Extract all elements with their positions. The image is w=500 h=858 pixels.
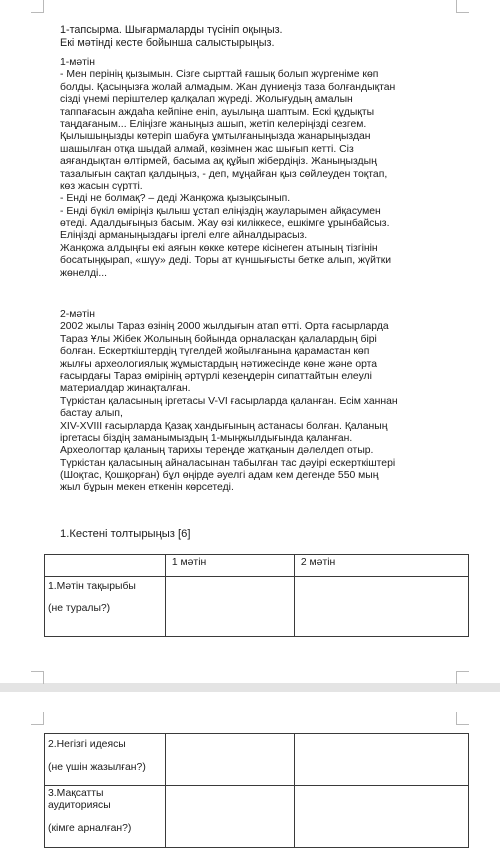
text-2-heading: 2-мәтін (60, 309, 95, 320)
page-corner-mark (31, 671, 44, 684)
text-1-line: көз жасын сүртті. (60, 180, 143, 192)
text-2-line: бастау алып, (60, 408, 123, 420)
text-1-heading: 1-мәтін (60, 57, 95, 68)
page-corner-mark (31, 0, 44, 13)
table-title: 1.Кестені толтырыңыз [6] (60, 528, 191, 540)
row-label-line: 3.Мақсатты (48, 788, 104, 799)
answer-cell-text2-idea[interactable] (294, 734, 468, 786)
task-header-line: Екі мәтінді кесте бойынша салыстырыңыз. (60, 37, 275, 50)
text-1-line: - Енді не болмақ? – деді Жанқожа қызықсынып. (60, 193, 291, 205)
table-header-row (45, 555, 469, 577)
page-corner-mark (456, 0, 469, 13)
text-2-line: жыл бұрын мекен еткенін көрсетеді. (60, 482, 234, 494)
text-2 (60, 309, 468, 495)
comparison-table-part-2 (44, 733, 469, 848)
text-1-line: шашылған отқа шыдай алмай, көзімнен жас шығып кетті. Сіз (60, 143, 354, 155)
table-header-text-2: 2 мәтін (294, 555, 468, 577)
text-1-line: - Мен перінің қызымын. Сізге сырттай ғашық болып жүргеніме көп (60, 69, 379, 81)
row-label-line: (не үшін жазылған?) (48, 762, 146, 774)
task-header-line: 1-тапсырма. Шығармаларды түсініп оқыңыз. (60, 24, 283, 36)
row-label-audience (45, 786, 166, 848)
text-1-line: Еліңізді арманыңыздағы іргелі елге айналдырасыз. (60, 230, 308, 242)
answer-cell-text2-audience[interactable] (294, 786, 468, 848)
text-1-line: сізді үнемі періштелер қалқалап жүреді. Жолығудың амалын (60, 94, 353, 106)
task-header (60, 24, 468, 51)
text-2-line: Тараз Ұлы Жібек Жолының бойында орналасқан қалалардың бірі (60, 333, 377, 345)
answer-cell-text1-topic[interactable] (165, 577, 294, 637)
text-1-line: болды. Қасыңызға жолай алмадым. Жан дүниеңіз таза болғандықтан (60, 81, 396, 93)
text-2-line: (Шоқтас, Қошқорған) бұл өңірде әуелгі адам кем дегенде 550 мың (60, 470, 379, 482)
text-2-line: Түркістан қаласының іргетасы V-VI ғасырларда қаланған. Есім ханнан (60, 395, 398, 407)
answer-cell-text2-topic[interactable] (294, 577, 468, 637)
text-1-line: тазалығын сақтап қалдыңыз, - деп, мұңайған қыз сөйлеуден тоқтап, (60, 168, 388, 180)
text-2-body (60, 321, 468, 494)
text-1-line: таппағасын аждаһа кейпіне еніп, ауылыңа шаптым. Ескі құдықты (60, 106, 375, 118)
table-header-cell-empty (45, 555, 166, 577)
table-row (45, 577, 469, 637)
text-2-line: Түркістан қаласының айналасынан табылған тас дәуірі ескерткіштері (60, 457, 396, 469)
text-1-line: - Енді бүкіл өміріңіз қылыш ұстап еліңіздің жауларымен айқасумен (60, 205, 381, 217)
text-2-line: 2002 жылы Тараз өзінің 2000 жылдығын атап өтті. Орта ғасырларда (60, 321, 389, 333)
text-1 (60, 57, 468, 280)
text-2-line: XIV-XVIII ғасырларда Қазақ хандығының астанасы болған. Қаланың (60, 420, 388, 432)
text-1-line: Жанқожа алдыңғы екі аяғын көкке көтере кісінеген атының тізгінін (60, 242, 378, 254)
text-2-line: ғасырдағы Тараз өмірінің әртүрлі кезеңдерін сипаттайтын елеулі (60, 370, 372, 382)
answer-cell-text1-audience[interactable] (165, 786, 294, 848)
text-2-line: материалдар жинақталған. (60, 383, 191, 395)
page-corner-mark (31, 712, 44, 725)
text-2-line: іргетасы біздің заманымыздың 1-мыңжылдығында қаланған. (60, 432, 353, 444)
page-corner-mark (456, 671, 469, 684)
text-2-line: жылғы археологиялық жұмыстардың нәтижесінде көне және орта (60, 358, 378, 370)
text-1-line: таңдағаным... Еліңізге жаныңыз ашып, жетіп келеріңізді сезгем. (60, 118, 367, 130)
comparison-table-part-1 (44, 554, 469, 637)
table-row (45, 734, 469, 786)
row-label-line: 1.Мәтін тақырыбы (48, 581, 136, 592)
text-1-line: босатыңқырап, «шүу» деді. Торы ат күншығысты бетке алып, жүйтки (60, 255, 392, 267)
page-corner-mark (456, 712, 469, 725)
row-label-line: (кімге арналған?) (48, 822, 132, 834)
table-row (45, 786, 469, 848)
text-1-line: аяғандықтан өлтірмей, басыма ақ құйып жібердіңіз. Жаныңыздың (60, 156, 377, 168)
row-label-main-idea (45, 734, 166, 786)
row-label-line: 2.Негізгі идеясы (48, 739, 126, 750)
row-label-topic (45, 577, 166, 637)
row-label-line: аудиториясы (48, 800, 111, 812)
text-1-body (60, 69, 468, 280)
text-2-line: болған. Ескерткіштердің түгелдей жойылғанына қарамастан көп (60, 346, 370, 358)
table-header-text-1: 1 мәтін (165, 555, 294, 577)
text-1-line: өтеді. Адалдығыңыз басым. Жау өзі киліккесе, ешкімге ұрынбайсыз. (60, 218, 390, 230)
text-2-line: Археологтар қаланың тарихы тереңде жатқанын дәлелдеп отыр. (60, 445, 374, 457)
text-1-line: Қылышыңызды көтеріп шабуға ұмтылғаныңызда жанарыңыздан (60, 131, 371, 143)
answer-cell-text1-idea[interactable] (165, 734, 294, 786)
row-label-line: (не туралы?) (48, 603, 111, 615)
text-1-line: жөнелді... (60, 267, 107, 279)
